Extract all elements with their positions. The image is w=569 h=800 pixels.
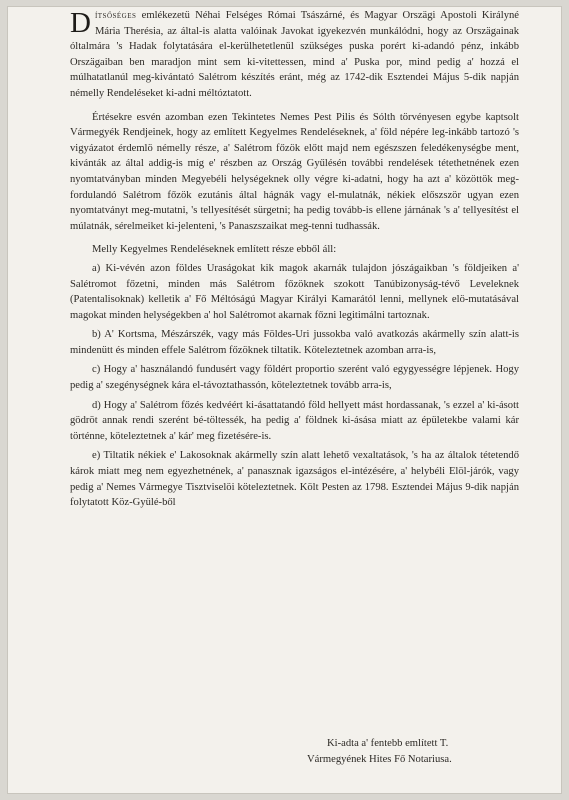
paragraph-2: Értésekre esvén azomban ezen Tekintetes Nemes Pest Pilis és Sólth törvényesen egybe kaptsolt Vármegyék Rendjeinek, hogy az említett Kegyelmes Rendeléseknek, a' föld népére leg-inkább tartozó 's vigyázatot érdemlö némelly része, a' Salétrom főzök előtt majd nem egészszen feledékenységbe ment, kivánták az által addig-is míg e' részben az Ország Gyűlésén további rendelések tétethetnének ezen nyomtatványban minden Megyebéli helységeknek olly végre ki-adatni, hogy ha azt a' közöttök meg-fordulandó Salétrom főzök ezutánis által hágnák vagy el-mulatnák, nékiek előszször ugyan ezen nyomtatványt meg-mutatni, 's tellyesítését sürgetni; ha pedig tovább-is ellene járnának 's a' tellyesítést el múlatnák, sérelmeiket ki-jelenteni, 's Panaszszaikat meg-tenni tudhassák.	[70, 111, 519, 232]
signature-block	[307, 736, 522, 767]
paragraph-1-text: emlékezetü Néhai Felséges Római Tsászárné, és Magyar Orszägi Apostoli Királyné Mária Therésia, az által-is alatta valóinak Javokat igyekezvén munkálódni, hogy az Orszägainak óltalmára 's Hadak folytatására el-kerülhetetlenül szükséges puska porért ki-adandó pénz, inkább Orszägaiban ben maradjon mint sem ki-vitettessen, mind a' Puska por, mind pedig a' hozzá el múlhatatlanúl meg-kivántató Salétrom készítés eránt, még az 1742-dik Esztendei Május 5-dik napján némelly Rendeléseket ki-adni méltóztatott.	[70, 10, 519, 99]
item-b: b) A' Kortsma, Mészárszék, vagy más Földes-Uri jussokba való avatkozás akármelly szín alatt-is mindenütt és minden effele Salétrom főzöknek tiltatik. Köteleztetnek azomban arra-is,	[70, 329, 519, 356]
paragraph-opening	[70, 8, 519, 102]
item-d: d) Hogy a' Salétrom főzés kedvéért ki-ásattatandó föld hellyett mást hordassanak, 's ezzel a' ki-ásott gödröt annak rendi szerént bé-töltessék, ha pedig a' földnek ki-ásása miatt az épületekbe valami kár történne, köteleztetnek a' kár' meg fizetésére-is.	[70, 399, 519, 442]
item-c: c) Hogy a' használandó fundusért vagy földért proportio szerént való egygyességre lépjenek. Hogy pedig a' szegénységnek kára el-távoztathassón, köteleztetnek tovább arra-is,	[70, 364, 519, 392]
paragraph-intro: Melly Kegyelmes Rendeléseknek említett része ebből áll:	[92, 244, 337, 256]
closing-line-1: Ki-adta a' fentebb említett T.	[327, 738, 449, 749]
item-a: a) Ki-vévén azon földes Uraságokat kik magok akarnák tulajdon jószágaikban 's földjeiken a' Salétromot főzetni, minden más Salétrom főzöknek szokott Tanúbizonyság-tévő Leveleknek (Patentalisoknak) kelletik a' Fő Méltóságú Magyar Királyi Kamarától lenni, mellynek elö-mutatásával magokat minden helységekben a' hol Salétromot akarnak főzni legitimálni tartoznak.	[70, 262, 519, 321]
paper-sheet	[7, 6, 562, 794]
opening-word: ítsőséges	[94, 10, 137, 21]
document-body	[70, 8, 519, 515]
closing-line-2: Vármegyének Hites Fő Notariusa.	[307, 753, 452, 765]
drop-cap: D	[70, 7, 91, 39]
item-e: e) Tiltatik nékiek e' Lakosoknak akármelly szín alatt lehető vexaltatások, 's ha az általok tétetendő károk miatt meg nem egyezhetnének, a' panasznak igazságos el-intézésére, a' helybéli Elöl-járók, vagy pedig a' Nemes Vármegye Tisztviselöi köteleztetnek. Költ Pesten az 1798. Esztendei Május 9-dik napján folytatott Köz-Gyülé-ből	[70, 450, 519, 509]
